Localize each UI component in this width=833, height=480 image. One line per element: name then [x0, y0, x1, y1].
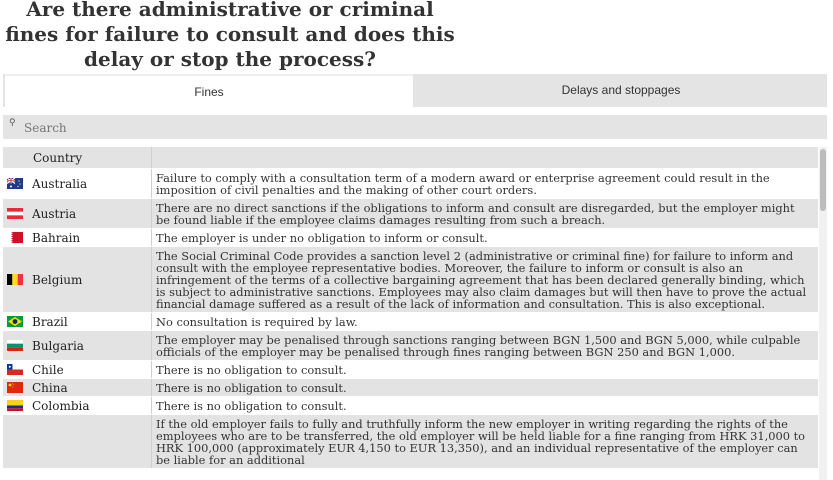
row-text: The Social Criminal Code provides a sanction level 2 (administrative or criminal fine) for failure to inform and consult with the employee representative bodies. Moreover, the failure to inform or consult is also an infringement of the terms of a collective bargaining agreement that has been declared generally binding, which is subject to administrative sanctions. Employees may also claim damages but will then have to prove the actual financial damage suffered as a result of the lack of information and consultation. This is also exceptional.	[156, 249, 807, 311]
row-text: The employer is under no obligation to inform or consult.	[156, 231, 488, 245]
row-text: Failure to comply with a consultation term of a modern award or enterprise agreement could result in the imposition of civil penalties and the making of other court orders.	[156, 171, 770, 197]
table-row	[3, 415, 818, 469]
row-text: There is no obligation to consult.	[156, 399, 347, 413]
country-name: Bulgaria	[32, 338, 84, 353]
country-name: China	[32, 380, 68, 395]
china-flag-icon	[7, 382, 23, 393]
row-text: If the old employer fails to fully and truthfully inform the new employer in writing regarding the rights of the employees who are to be transferred, the old employer will be held liable for a fine ranging from HRK 31,000 to HRK 100,000 (approximately EUR 4,150 to EUR 13,350), and an individual representative of the employer can be liable for an additional	[156, 417, 806, 467]
table-row	[3, 247, 818, 313]
australia-flag-icon	[7, 178, 23, 189]
table-row	[3, 397, 818, 415]
table-row	[3, 379, 818, 397]
table-row	[3, 169, 818, 199]
table-header-row	[3, 147, 818, 169]
column-header-country[interactable]: Country	[3, 147, 152, 168]
row-text: The employer may be penalised through sanctions ranging between BGN 1,500 and BGN 5,000, while culpable officials of the employer may be penalised through fines ranging between BGN 250 and BGN 1,000.	[156, 333, 801, 359]
row-text: There are no direct sanctions if the obligations to inform and consult are disregarded, but the employer might be found liable if the employee claims damages resulting from such a breach.	[156, 201, 795, 227]
bahrain-flag-icon	[7, 232, 23, 243]
country-name: Belgium	[32, 272, 83, 287]
scrollbar-thumb[interactable]	[820, 149, 826, 211]
austria-flag-icon	[7, 208, 23, 219]
search-icon: ⚲	[9, 118, 16, 128]
search-input[interactable]	[22, 115, 816, 141]
table-row	[3, 331, 818, 361]
table-row	[3, 199, 818, 229]
country-name: Brazil	[32, 314, 68, 329]
tab-delays-and-stoppages[interactable]: Delays and stoppages	[561, 83, 681, 97]
country-name: Bahrain	[32, 230, 81, 245]
table-row	[3, 313, 818, 331]
country-name: Chile	[32, 362, 64, 377]
table-scrollbar[interactable]	[819, 147, 827, 480]
chile-flag-icon	[7, 364, 23, 375]
row-text: No consultation is required by law.	[156, 315, 358, 329]
row-text: There is no obligation to consult.	[156, 381, 347, 395]
tab-fines[interactable]: Fines	[5, 74, 413, 108]
row-text: There is no obligation to consult.	[156, 363, 347, 377]
country-name: Australia	[32, 176, 88, 191]
tab-bar	[3, 74, 827, 107]
fines-table	[3, 147, 818, 480]
bulgaria-flag-icon	[7, 340, 23, 351]
table-row	[3, 229, 818, 247]
column-header-details[interactable]	[152, 147, 818, 168]
page-title: Are there administrative or criminal fines for failure to consult and does this delay or stop the process?	[5, 0, 455, 71]
country-name: Colombia	[32, 398, 90, 413]
table-row	[3, 361, 818, 379]
country-name: Austria	[32, 206, 77, 221]
brazil-flag-icon	[7, 316, 23, 327]
belgium-flag-icon	[7, 274, 23, 285]
colombia-flag-icon	[7, 400, 23, 411]
search-bar	[3, 115, 827, 139]
